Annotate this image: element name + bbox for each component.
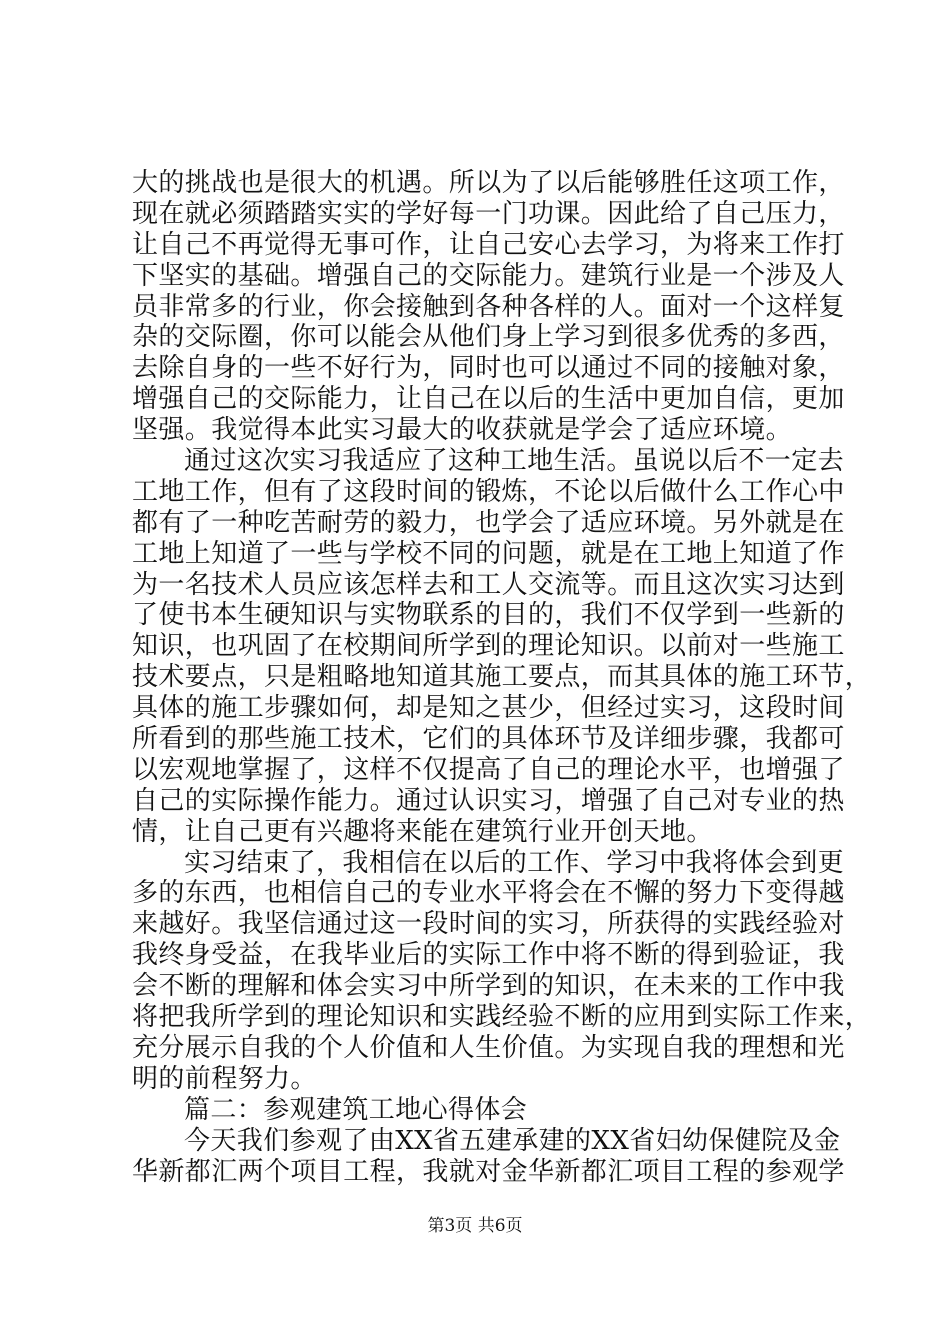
text-line: 工地工作，但有了这段时间的锻炼，不论以后做什么工作心中 xyxy=(132,476,845,507)
text-line: 知识，也巩固了在校期间所学到的理论知识。以前对一些施工 xyxy=(132,631,845,662)
text-line: 工地上知道了一些与学校不同的问题，就是在工地上知道了作 xyxy=(132,538,845,569)
text-line: 自己的实际操作能力。通过认识实习，增强了自己对专业的热 xyxy=(132,785,845,816)
text-line: 会不断的理解和体会实习中所学到的知识，在未来的工作中我 xyxy=(132,971,845,1002)
text-line: 让自己不再觉得无事可作，让自己安心去学习，为将来工作打 xyxy=(132,229,845,260)
text-line: 都有了一种吃苦耐劳的毅力，也学会了适应环境。另外就是在 xyxy=(132,507,845,538)
text-line: 杂的交际圈，你可以能会从他们身上学习到很多优秀的多西， xyxy=(132,322,845,353)
text-line: 大的挑战也是很大的机遇。所以为了以后能够胜任这项工作， xyxy=(132,168,845,198)
text-line: 篇二：参观建筑工地心得体会 xyxy=(184,1094,528,1125)
text-line: 技术要点，只是粗略地知道其施工要点，而其具体的施工环节， xyxy=(132,662,872,693)
document-body xyxy=(132,168,872,1187)
text-line: 来越好。我坚信通过这一段时间的实习，所获得的实践经验对 xyxy=(132,909,845,940)
text-line: 华新都汇两个项目工程，我就对金华新都汇项目工程的参观学 xyxy=(132,1156,845,1187)
text-line: 多的东西，也相信自己的专业水平将会在不懈的努力下变得越 xyxy=(132,878,845,909)
text-line: 所看到的那些施工技术，它们的具体环节及详细步骤，我都可 xyxy=(132,724,845,755)
text-line: 去除自身的一些不好行为，同时也可以通过不同的接触对象， xyxy=(132,353,845,384)
text-line: 了使书本生硬知识与实物联系的目的，我们不仅学到一些新的 xyxy=(132,600,845,631)
text-line: 下坚实的基础。增强自己的交际能力。建筑行业是一个涉及人 xyxy=(132,260,845,291)
text-line: 实习结束了，我相信在以后的工作、学习中我将体会到更 xyxy=(184,847,845,878)
text-line: 将把我所学到的理论知识和实践经验不断的应用到实际工作来， xyxy=(132,1002,872,1033)
text-line: 员非常多的行业，你会接触到各种各样的人。面对一个这样复 xyxy=(132,291,845,322)
text-line: 充分展示自我的个人价值和人生价值。为实现自我的理想和光 xyxy=(132,1032,845,1063)
text-line: 为一名技术人员应该怎样去和工人交流等。而且这次实习达到 xyxy=(132,569,845,600)
text-line: 明的前程努力。 xyxy=(132,1063,317,1094)
text-line: 情，让自己更有兴趣将来能在建筑行业开创天地。 xyxy=(132,816,713,847)
text-line: 坚强。我觉得本此实习最大的收获就是学会了适应环境。 xyxy=(132,415,793,446)
text-line: 通过这次实习我适应了这种工地生活。虽说以后不一定去 xyxy=(184,446,845,477)
page-number-label: 第3页 共6页 xyxy=(427,1216,523,1236)
page-footer xyxy=(0,1214,950,1238)
text-line: 以宏观地掌握了，这样不仅提高了自己的理论水平，也增强了 xyxy=(132,754,845,785)
text-line: 现在就必须踏踏实实的学好每一门功课。因此给了自己压力， xyxy=(132,198,845,229)
text-line: 今天我们参观了由XX省五建承建的XX省妇幼保健院及金 xyxy=(184,1125,841,1156)
text-line: 具体的施工步骤如何，却是知之甚少，但经过实习，这段时间 xyxy=(132,693,845,724)
text-line: 我终身受益，在我毕业后的实际工作中将不断的得到验证，我 xyxy=(132,940,845,971)
text-line: 增强自己的交际能力，让自己在以后的生活中更加自信，更加 xyxy=(132,384,845,415)
